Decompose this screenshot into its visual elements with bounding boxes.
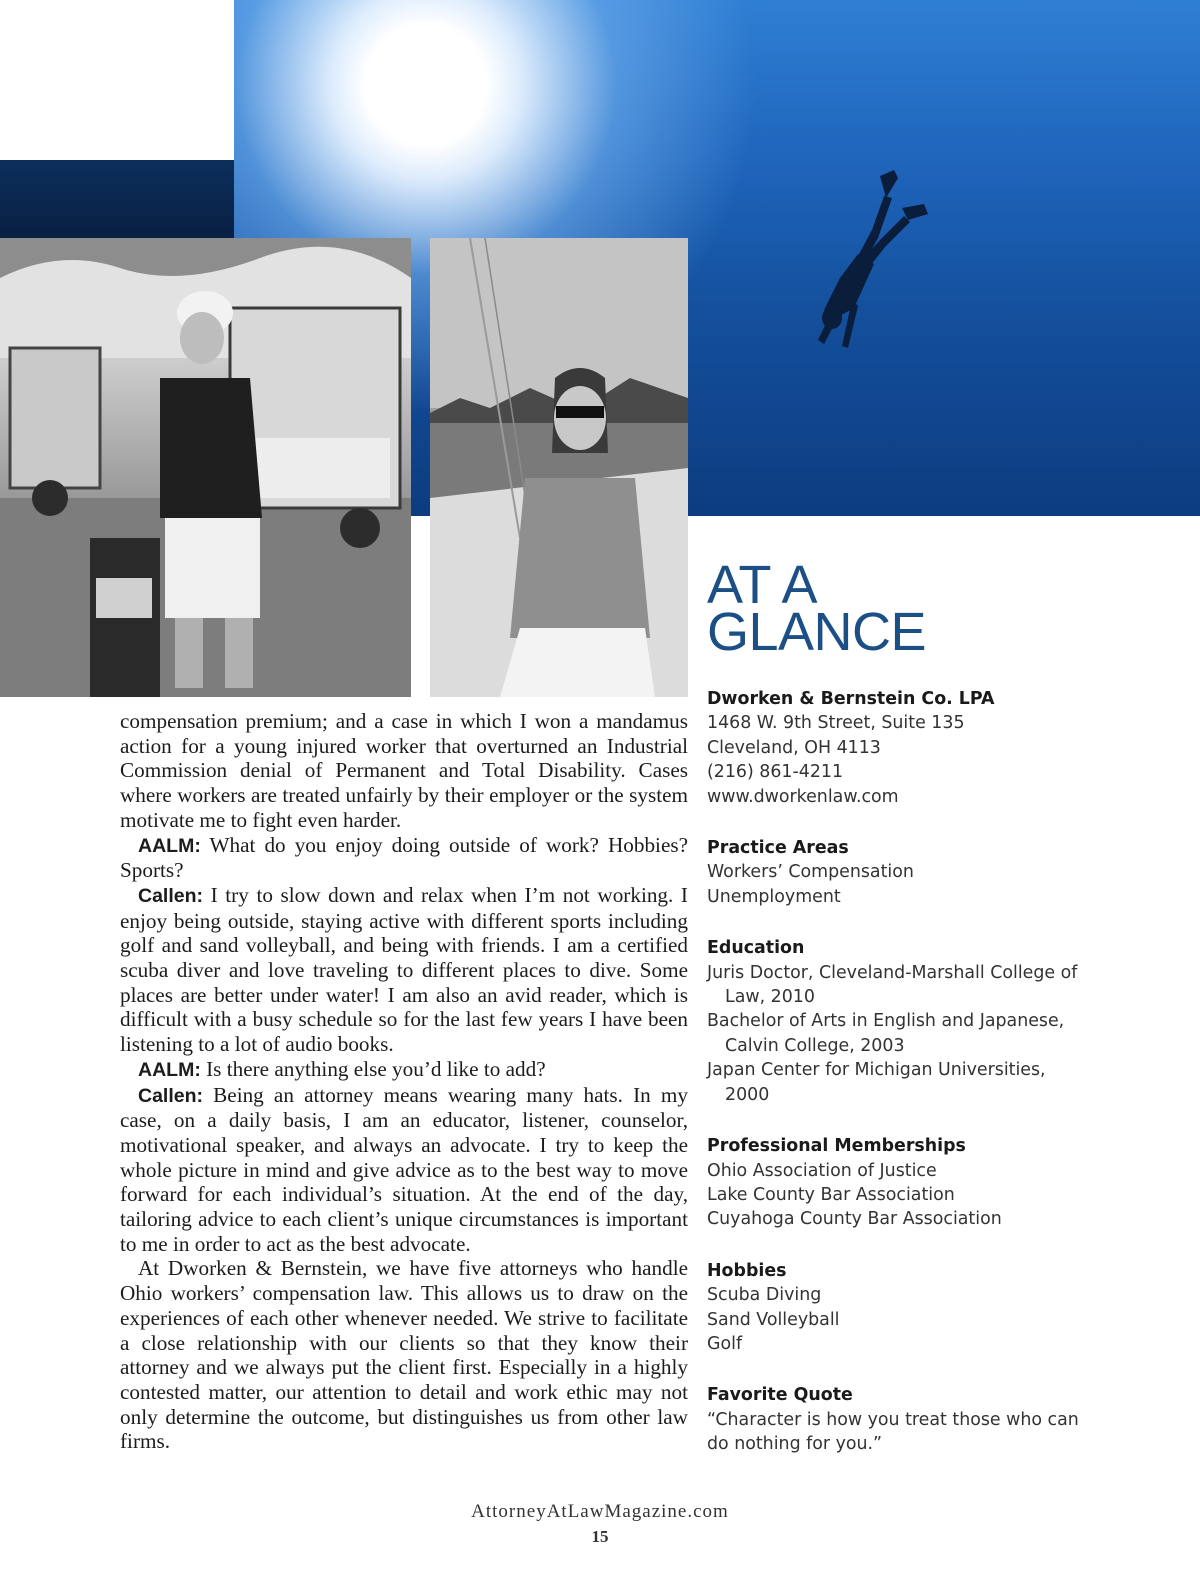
list-item: Bachelor of Arts in English and Japanese, Calvin College, 2003 — [707, 1011, 1065, 1056]
at-a-glance-sidebar — [707, 687, 1087, 1484]
question-text: What do you enjoy doing outside of work? Hobbies? Sports? — [120, 832, 688, 883]
interview-question — [120, 833, 688, 883]
title-line-2: GLANCE — [707, 602, 927, 662]
interview-answer — [120, 1083, 688, 1257]
firm-info-section — [707, 687, 1087, 809]
section-heading: Favorite Quote — [707, 1385, 853, 1406]
firm-phone: (216) 861-4211 — [707, 762, 844, 783]
speaker-label: AALM: — [138, 1058, 201, 1081]
list-item: Juris Doctor, Cleveland-Marshall College of Law, 2010 — [707, 962, 1078, 1008]
practice-areas-section — [707, 836, 1087, 909]
favorite-quote-text: “Character is how you treat those who can do nothing for you.” — [707, 1409, 1079, 1455]
speaker-label: AALM: — [138, 834, 201, 857]
list-item: Sand Volleyball — [707, 1309, 840, 1330]
title-line-1: AT A — [707, 555, 818, 615]
footer-website: AttorneyAtLawMagazine.com — [471, 1501, 729, 1522]
page-number: 15 — [591, 1527, 609, 1546]
sailboat-photo — [430, 238, 688, 697]
list-item: Unemployment — [707, 886, 841, 907]
at-a-glance-title — [707, 555, 927, 662]
education-section — [707, 936, 1087, 1107]
list-item: Lake County Bar Association — [707, 1184, 955, 1205]
list-item: Ohio Association of Justice — [707, 1160, 937, 1181]
firm-city: Cleveland, OH 4113 — [707, 737, 881, 758]
article-body — [120, 709, 688, 1454]
interview-answer — [120, 883, 688, 1057]
list-item: Golf — [707, 1333, 743, 1354]
section-heading: Education — [707, 938, 805, 959]
list-item: Workers’ Compensation — [707, 862, 914, 883]
section-heading: Hobbies — [707, 1260, 787, 1281]
decorative-navy-block — [0, 160, 234, 238]
firm-address: 1468 W. 9th Street, Suite 135 — [707, 713, 965, 734]
article-paragraph: compensation premium; and a case in which I won a mandamus action for a young injured worker that overturned an Industrial Commission denial of Permanent and Total Disability. Cases where workers are treated unfairly by their employer or the system motivate me to fight even harder. — [120, 709, 688, 832]
section-heading: Practice Areas — [707, 838, 849, 859]
list-item: Cuyahoga County Bar Association — [707, 1209, 1002, 1230]
list-item: Japan Center for Michigan Universities, 2000 — [707, 1060, 1046, 1105]
question-text: Is there anything else you’d like to add? — [200, 1056, 546, 1081]
interview-question — [120, 1057, 688, 1083]
memberships-section — [707, 1134, 1087, 1232]
firm-website-link[interactable]: www.dworkenlaw.com — [707, 786, 899, 807]
answer-text: I try to slow down and relax when I’m not working. I enjoy being outside, staying active with different sports including golf and sand volleyball, and being with friends. I am a certified scuba diver and love traveling to different places to dive. Some places are better under water! I am also an avid reader, which is difficult with a busy schedule so for the last few years I have been listening to a lot of audio books. — [120, 882, 688, 1057]
golf-course-photo — [0, 238, 411, 697]
article-paragraph: At Dworken & Bernstein, we have five attorneys who handle Ohio workers’ compensation law. This allows us to draw on the experiences of each other whenever needed. We strive to facilitate a close relationship with our clients so that they know their attorney and we always put the client first. Especially in a highly contested matter, our attention to detail and work ethic may not only determine the outcome, but distinguishes us from other law firms. — [120, 1256, 688, 1454]
golf-scene-illustration — [0, 238, 411, 697]
speaker-label: Callen: — [138, 884, 204, 907]
diver-silhouette-icon — [762, 168, 932, 388]
favorite-quote-section — [707, 1383, 1087, 1456]
hobbies-section — [707, 1259, 1087, 1357]
sailboat-scene-illustration — [430, 238, 688, 697]
firm-name: Dworken & Bernstein Co. LPA — [707, 689, 995, 709]
section-heading: Professional Memberships — [707, 1136, 966, 1157]
list-item: Scuba Diving — [707, 1285, 822, 1306]
speaker-label: Callen: — [138, 1084, 204, 1107]
answer-text: Being an attorney means wearing many hats. In my case, on a daily basis, I am an educator, listener, counselor, motivational speaker, and always an advocate. I try to keep the whole picture in mind and give advice as to the best way to move forward for each individual’s situation. At the end of the day, tailoring advice to each client’s unique circumstances is important to me in order to act as the best advocate. — [120, 1082, 688, 1256]
